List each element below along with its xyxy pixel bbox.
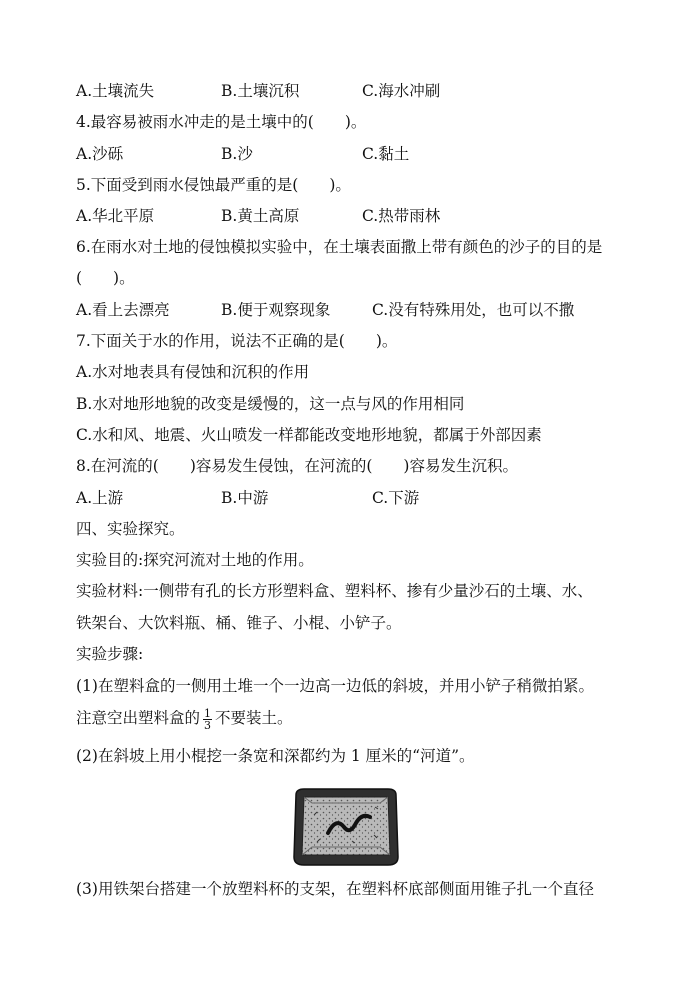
q3-option-a: A.土壤流失 bbox=[76, 82, 155, 100]
q5-option-b: B.黄土高原 bbox=[221, 207, 300, 225]
q7-option-a: A.水对地表具有侵蚀和沉积的作用 bbox=[76, 363, 310, 381]
step1-line2 bbox=[76, 707, 293, 731]
q8-option-c: C.下游 bbox=[372, 489, 420, 507]
q5-option-c: C.热带雨林 bbox=[362, 207, 441, 225]
q8-option-a: A.上游 bbox=[76, 489, 124, 507]
experiment-materials-line1: 实验材料:一侧带有孔的长方形塑料盒、塑料杯、掺有少量沙石的土壤、水、 bbox=[76, 582, 593, 600]
q7-stem: 7.下面关于水的作用，说法不正确的是( )。 bbox=[76, 332, 398, 350]
q5-option-a: A.华北平原 bbox=[76, 207, 155, 225]
step1-line1: (1)在塑料盒的一侧用土堆一个一边高一边低的斜坡，并用小铲子稍微拍紧。 bbox=[76, 677, 594, 695]
q6-option-b: B.便于观察现象 bbox=[221, 301, 331, 319]
experiment-materials-line2: 铁架台、大饮料瓶、桶、锥子、小棍、小铲子。 bbox=[76, 614, 402, 632]
q7-option-c: C.水和风、地震、火山喷发一样都能改变地形地貌，都属于外部因素 bbox=[76, 426, 542, 444]
step1-line2-before: 注意空出塑料盒的 bbox=[76, 709, 201, 727]
q4-stem: 4.最容易被雨水冲走的是土壤中的( )。 bbox=[76, 113, 367, 131]
q4-option-c: C.黏土 bbox=[362, 145, 410, 163]
q4-option-a: A.沙砾 bbox=[76, 145, 124, 163]
fraction-numerator: 1 bbox=[204, 706, 212, 720]
section4-title: 四、实验探究。 bbox=[76, 520, 185, 538]
q3-option-c: C.海水冲刷 bbox=[362, 82, 441, 100]
q6-option-a: A.看上去漂亮 bbox=[76, 301, 170, 319]
step2: (2)在斜坡上用小棍挖一条宽和深都约为 1 厘米的“河道”。 bbox=[76, 747, 475, 765]
q6-stem-line1: 6.在雨水对土地的侵蚀模拟实验中，在土壤表面撒上带有颜色的沙子的目的是 bbox=[76, 238, 603, 256]
q8-option-b: B.中游 bbox=[221, 489, 269, 507]
q5-stem: 5.下面受到雨水侵蚀最严重的是( )。 bbox=[76, 176, 351, 194]
step1-line2-after: 不要装土。 bbox=[215, 709, 293, 727]
q6-option-c: C.没有特殊用处，也可以不撒 bbox=[372, 301, 575, 319]
experiment-purpose: 实验目的:探究河流对土地的作用。 bbox=[76, 551, 314, 569]
fraction-one-third bbox=[203, 708, 212, 731]
q3-option-b: B.土壤沉积 bbox=[221, 82, 300, 100]
plastic-box-river-figure bbox=[292, 787, 400, 867]
q8-stem: 8.在河流的( )容易发生侵蚀，在河流的( )容易发生沉积。 bbox=[76, 457, 518, 475]
q7-option-b: B.水对地形地貌的改变是缓慢的，这一点与风的作用相同 bbox=[76, 395, 465, 413]
q6-stem-line2: ( )。 bbox=[76, 269, 135, 287]
experiment-steps-title: 实验步骤: bbox=[76, 645, 144, 663]
fraction-denominator: 3 bbox=[204, 718, 212, 732]
q4-option-b: B.沙 bbox=[221, 145, 253, 163]
step3: (3)用铁架台搭建一个放塑料杯的支架，在塑料杯底部侧面用锥子扎一个直径 bbox=[76, 880, 594, 898]
